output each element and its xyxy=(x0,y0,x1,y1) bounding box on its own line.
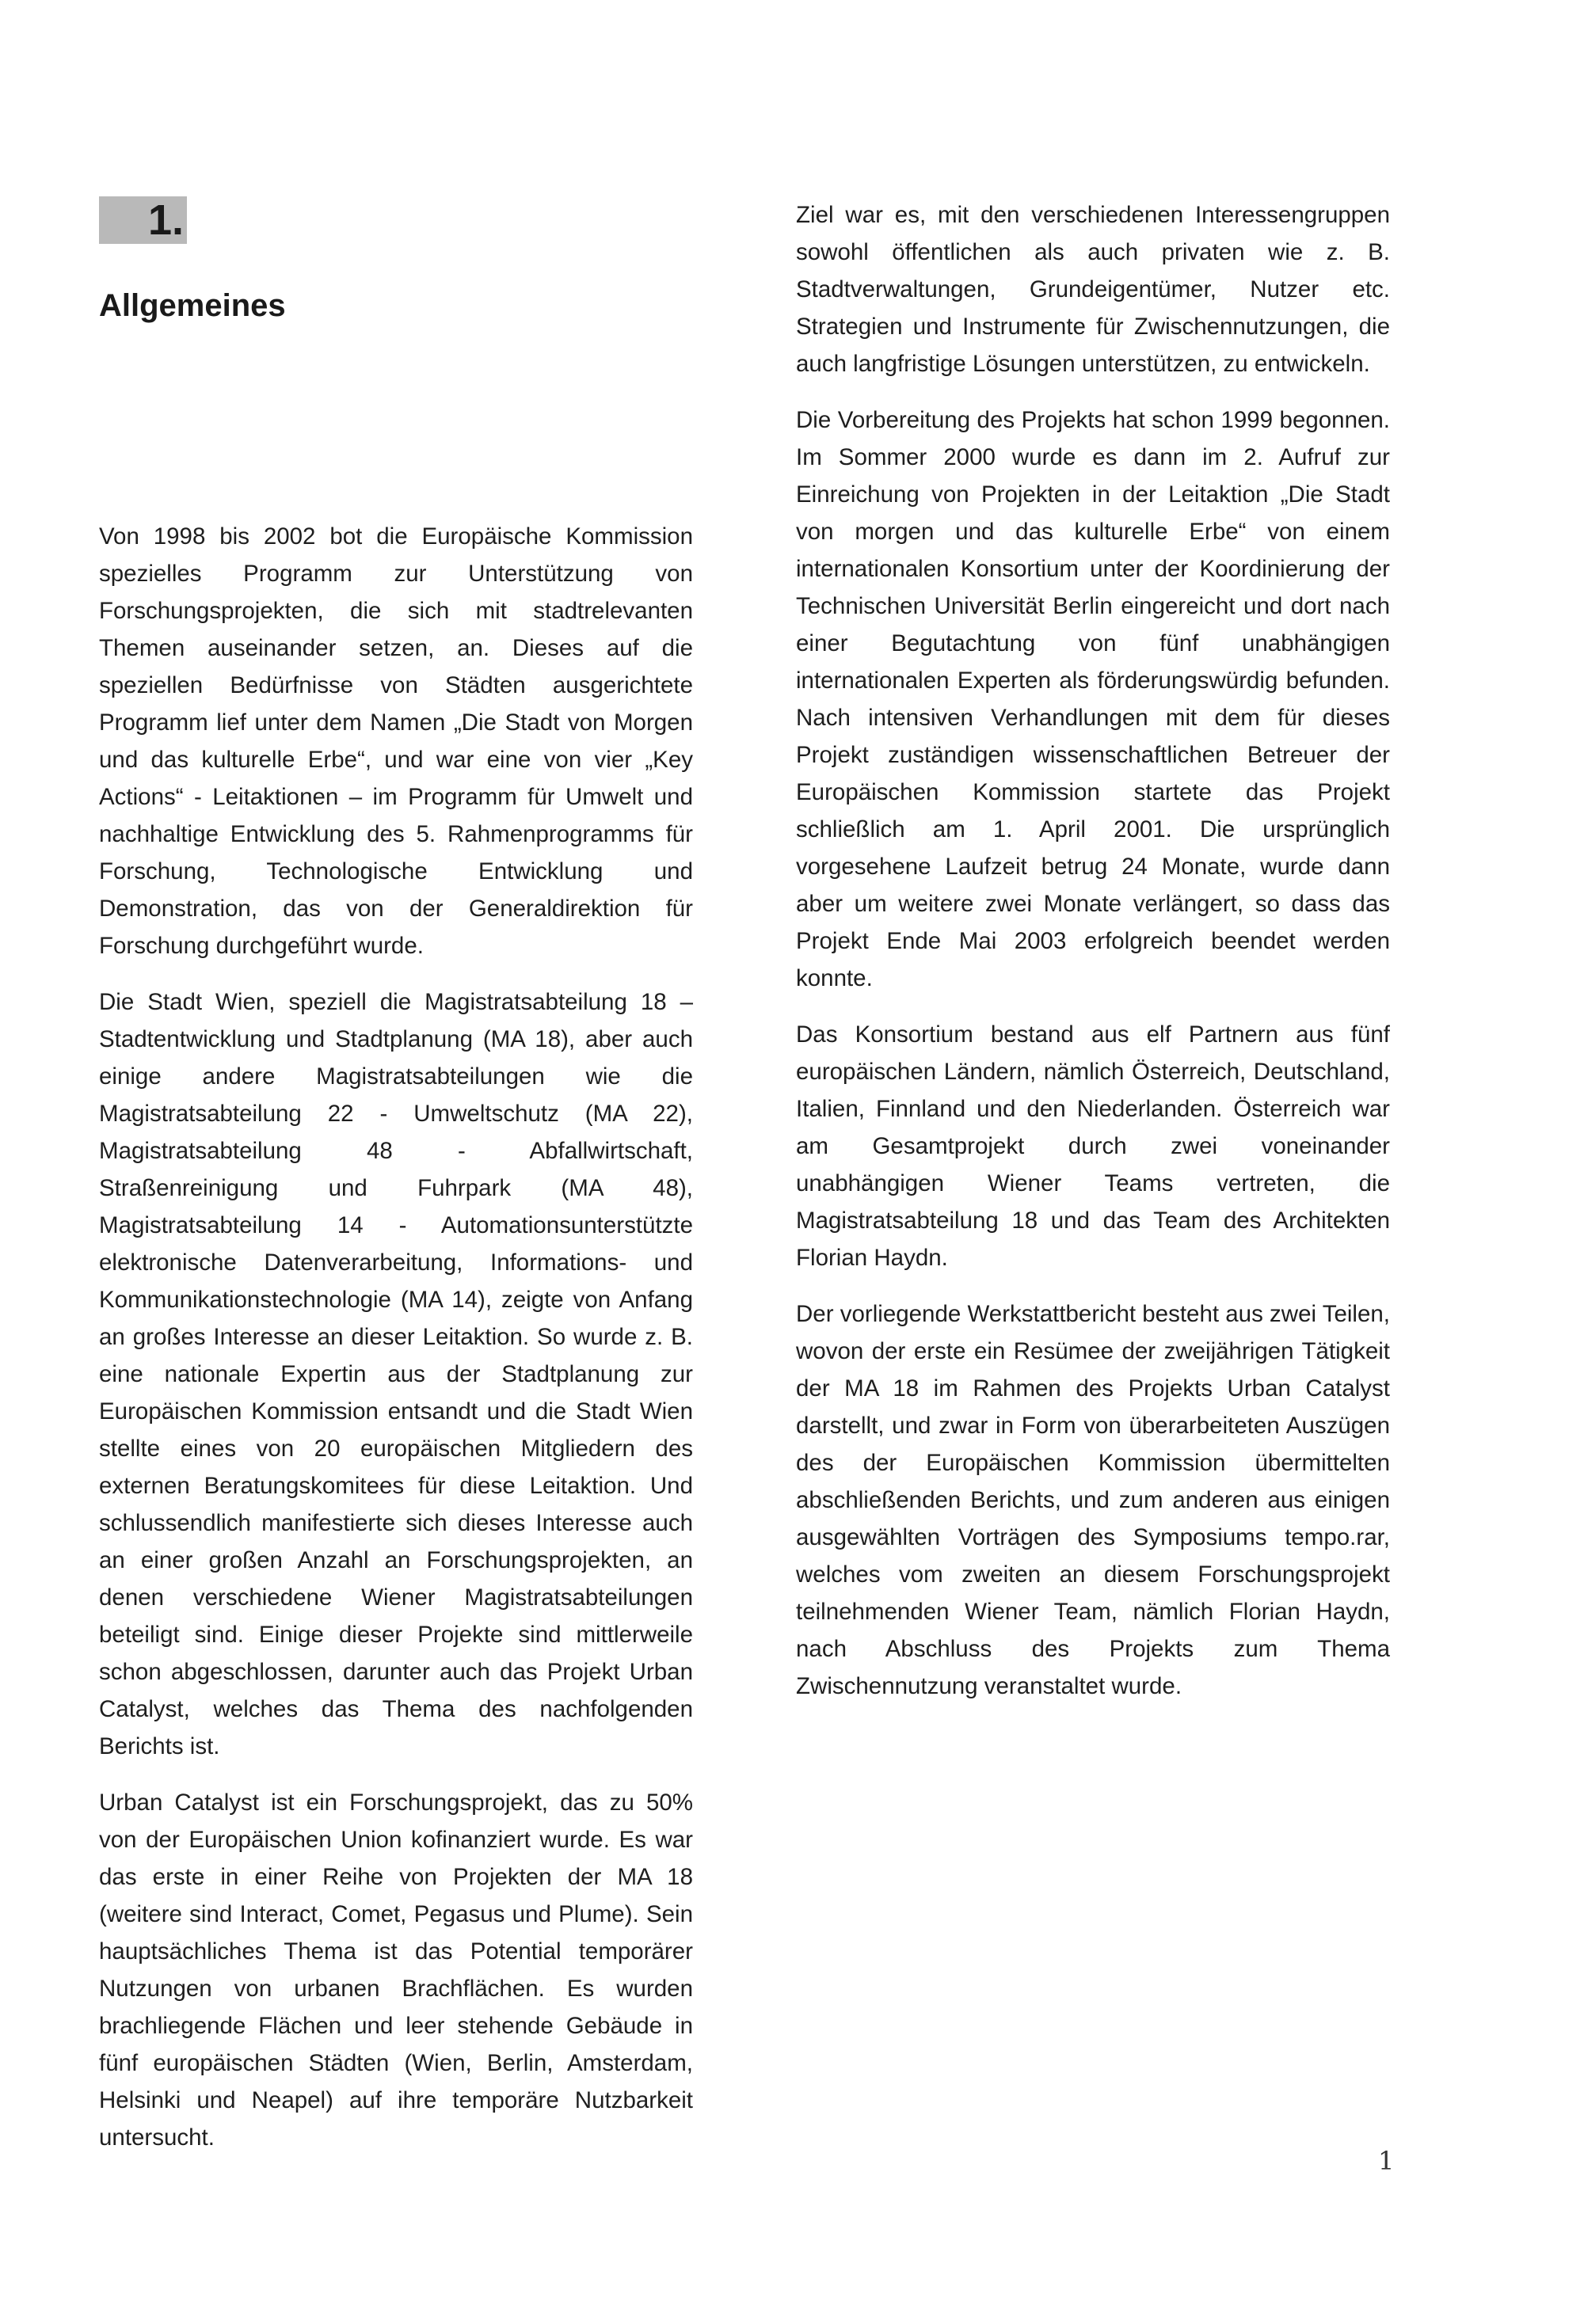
paragraph: Von 1998 bis 2002 bot die Europäische Kommission spezielles Programm zur Unterstützung von Forschungsprojekten, die sich mit stadtrelevanten Themen auseinander setzen, an. Dieses auf die speziellen Bedürfnisse von Städten ausgerichtete Programm lief unter dem Namen „Die Stadt von Morgen und das kulturelle Erbe“, und war eine von vier „Key Actions“ - Leitaktionen – im Programm für Umwelt und nachhaltige Entwicklung des 5. Rahmenprogramms für Forschung, Technologische Entwicklung und Demonstration, das von der Generaldirektion für Forschung durchgeführt wurde. xyxy=(99,523,693,959)
left-column xyxy=(99,518,693,2175)
chapter-number: 1. xyxy=(99,196,187,244)
paragraph: Urban Catalyst ist ein Forschungsprojekt, das zu 50% von der Europäischen Union kofinanziert wurde. Es war das erste in einer Reihe von Projekten der MA 18 (weitere sind Interact, Comet, Pegasus und Plume). Sein hauptsächliches Thema ist das Potential temporärer Nutzungen von urbanen Brachflächen. Es wurden brachliegende Flächen und leer stehende Gebäude in fünf europäischen Städten (Wien, Berlin, Amsterdam, Helsinki und Neapel) auf ihre temporäre Nutzbarkeit untersucht. xyxy=(99,1790,693,2151)
paragraph: Ziel war es, mit den verschiedenen Interessengruppen sowohl öffentlichen als auch privaten wie z. B. Stadtverwaltungen, Grundeigentümer, Nutzer etc. Strategien und Instrumente für Zwischennutzungen, die auch langfristige Lösungen unterstützen, zu entwickeln. xyxy=(796,202,1390,377)
chapter-title: Allgemeines xyxy=(99,288,286,323)
paragraph: Der vorliegende Werkstattbericht besteht aus zwei Teilen, wovon der erste ein Resümee der zweijährigen Tätigkeit der MA 18 im Rahmen des Projekts Urban Catalyst darstellt, und zwar in Form von überarbeiteten Auszügen des der Europäischen Kommission übermittelten abschließenden Berichts, und zum anderen aus einigen ausgewählten Vorträgen des Symposiums tempo.rar, welches vom zweiten an diesem Forschungsprojekt teilnehmenden Wiener Team, nämlich Florian Haydn, nach Abschluss des Projekts zum Thema Zwischennutzung veranstaltet wurde. xyxy=(796,1301,1390,1699)
paragraph: Die Stadt Wien, speziell die Magistratsabteilung 18 – Stadtentwicklung und Stadtplanung (MA 18), aber auch einige andere Magistratsabteilungen wie die Magistratsabteilung 22 - Umweltschutz (MA 22), Magistratsabteilung 48 - Abfallwirtschaft, Straßenreinigung und Fuhrpark (MA 48), Magistratsabteilung 14 - Automationsunterstützte elektronische Datenverarbeitung, Informations- und Kommunikationstechnologie (MA 14), zeigte von Anfang an großes Interesse an dieser Leitaktion. So wurde z. B. eine nationale Expertin aus der Stadtplanung zur Europäischen Kommission entsandt und die Stadt Wien stellte eines von 20 europäischen Mitgliedern des externen Beratungskomitees für diese Leitaktion. Und schlussendlich manifestierte sich dieses Interesse auch an einer großen Anzahl an Forschungsprojekten, an denen verschiedene Wiener Magistratsabteilungen beteiligt sind. Einige dieser Projekte sind mittlerweile schon abgeschlossen, darunter auch das Projekt Urban Catalyst, welches das Thema des nachfolgenden Berichts ist. xyxy=(99,989,693,1759)
paragraph: Die Vorbereitung des Projekts hat schon 1999 begonnen. Im Sommer 2000 wurde es dann im 2. Aufruf zur Einreichung von Projekten in der Leitaktion „Die Stadt von morgen und das kulturelle Erbe“ von einem internationalen Konsortium unter der Koordinierung der Technischen Universität Berlin eingereicht und dort nach einer Begutachtung von fünf unabhängigen internationalen Experten als förderungswürdig befunden. Nach intensiven Verhandlungen mit dem für dieses Projekt zuständigen wissenschaftlichen Betreuer der Europäischen Kommission startete das Projekt schließlich am 1. April 2001. Die ursprünglich vorgesehene Laufzeit betrug 24 Monate, wurde dann aber um weitere zwei Monate verlängert, so dass das Projekt Ende Mai 2003 erfolgreich beendet werden konnte. xyxy=(796,407,1390,991)
right-column xyxy=(796,196,1390,1724)
page-number: 1 xyxy=(1378,2146,1395,2176)
paragraph: Das Konsortium bestand aus elf Partnern aus fünf europäischen Ländern, nämlich Österreich, Deutschland, Italien, Finnland und den Niederlanden. Österreich war am Gesamtprojekt durch zwei voneinander unabhängigen Wiener Teams vertreten, die Magistratsabteilung 18 und das Team des Architekten Florian Haydn. xyxy=(796,1021,1390,1271)
